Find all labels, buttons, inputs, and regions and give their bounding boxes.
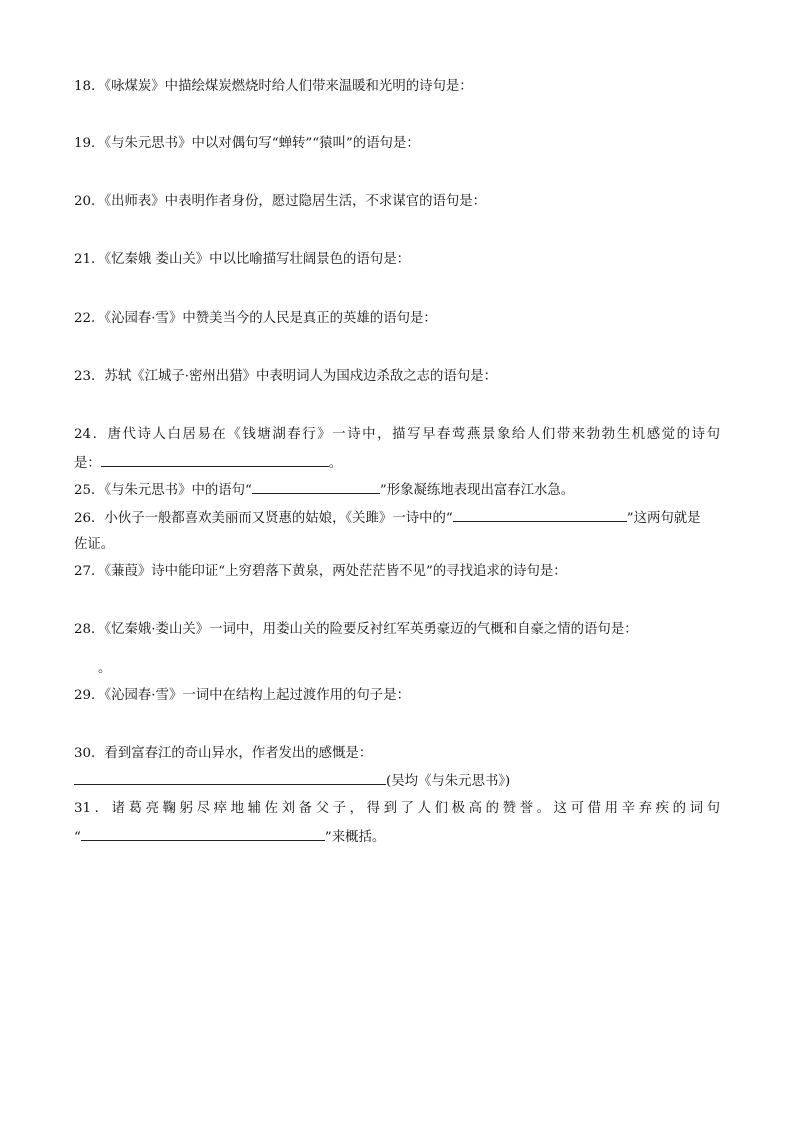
question-28-line2 bbox=[98, 660, 111, 678]
question-text-suffix: ”这两句就是 bbox=[626, 511, 701, 526]
question-text: 22．《沁园春·雪》中赞美当今的人民是真正的英雄的语句是： bbox=[74, 311, 437, 326]
question-text-suffix: ”形象凝练地表现出富春江水急。 bbox=[379, 483, 575, 498]
question-text: 21．《忆秦娥 娄山关》中以比喻描写壮阔景色的语句是： bbox=[74, 252, 410, 267]
question-30 bbox=[74, 745, 372, 763]
question-text-suffix: ”来概括。 bbox=[324, 830, 386, 845]
question-text-suffix: (吴均《与朱元思书》) bbox=[386, 774, 511, 789]
question-text: 29．《沁园春·雪》一词中在结构上起过渡作用的句子是： bbox=[74, 688, 410, 703]
question-text: 30．看到富春江的奇山异水，作者发出的感慨是： bbox=[74, 746, 373, 761]
question-18 bbox=[74, 78, 473, 96]
question-22 bbox=[74, 310, 437, 328]
question-23 bbox=[74, 368, 497, 386]
question-text-prefix: 25．《与朱元思书》中的语句“ bbox=[74, 483, 252, 498]
question-25 bbox=[74, 481, 574, 500]
question-text-prefix: 是： bbox=[74, 456, 101, 471]
question-text-prefix: 26．小伙子一般都喜欢美丽而又贤惠的姑娘，《关雎》一诗中的“ bbox=[74, 511, 453, 526]
question-text: 20．《出师表》中表明作者身份，愿过隐居生活，不求谋官的语句是： bbox=[74, 194, 487, 209]
question-text: 23．苏轼《江城子·密州出猎》中表明词人为国戍边杀敌之志的语句是： bbox=[74, 369, 498, 384]
question-text: 27．《蒹葭》诗中能印证“上穷碧落下黄泉，两处茫茫皆不见”的寻找追求的诗句是： bbox=[74, 564, 567, 579]
answer-blank[interactable] bbox=[453, 509, 627, 522]
question-29 bbox=[74, 687, 410, 705]
question-21 bbox=[74, 251, 410, 269]
question-28 bbox=[74, 621, 638, 639]
answer-blank[interactable] bbox=[101, 454, 329, 467]
question-31-line1 bbox=[74, 800, 720, 818]
question-text: 。 bbox=[98, 661, 112, 676]
question-text: 28．《忆秦娥·娄山关》一词中，用娄山关的险要反衬红军英勇豪迈的气概和自豪之情的语句是： bbox=[74, 622, 638, 637]
question-26-line1 bbox=[74, 509, 701, 528]
question-30-line2 bbox=[74, 772, 510, 791]
question-text-prefix: “ bbox=[74, 830, 81, 845]
question-text: 24．唐代诗人白居易在《钱塘湖春行》一诗中，描写早春莺燕景象给人们带来勃勃生机感觉的诗句 bbox=[74, 427, 720, 442]
question-text: 佐证。 bbox=[74, 537, 115, 552]
question-31-line2 bbox=[74, 828, 385, 847]
question-27 bbox=[74, 563, 567, 581]
answer-blank[interactable] bbox=[252, 481, 380, 494]
question-text: 19．《与朱元思书》中以对偶句写“蝉转”“猿叫”的语句是： bbox=[74, 136, 420, 151]
question-24-line1 bbox=[74, 426, 720, 444]
question-24-line2 bbox=[74, 454, 342, 473]
question-20 bbox=[74, 193, 486, 211]
question-text-suffix: 。 bbox=[328, 456, 343, 471]
question-text: 31．诸葛亮鞠躬尽瘁地辅佐刘备父子，得到了人们极高的赞誉。这可借用辛弃疾的词句 bbox=[74, 801, 720, 816]
answer-blank[interactable] bbox=[74, 772, 386, 785]
question-19 bbox=[74, 135, 420, 153]
answer-blank[interactable] bbox=[81, 828, 325, 841]
question-text: 18．《咏煤炭》中描绘煤炭燃烧时给人们带来温暖和光明的诗句是： bbox=[74, 79, 473, 94]
question-26-line2 bbox=[74, 536, 114, 554]
